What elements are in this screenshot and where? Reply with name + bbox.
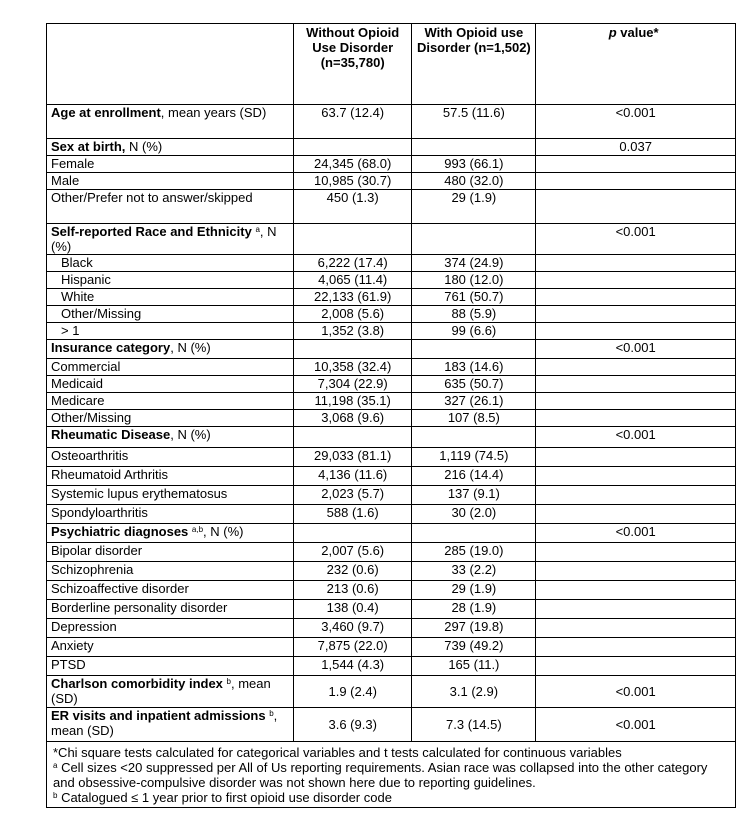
psych-row-without: 1,544 (4.3)	[294, 657, 412, 676]
insurance-row-without: 10,358 (32.4)	[294, 359, 412, 376]
race-sup: a	[255, 225, 260, 234]
psych-row-with: 29 (1.9)	[412, 581, 536, 600]
table-row	[47, 410, 736, 427]
p-value-text: value*	[616, 25, 659, 40]
rheum-row-with: 30 (2.0)	[412, 505, 536, 524]
rheum-row-without: 29,033 (81.1)	[294, 448, 412, 467]
footnote-star: *Chi square tests calculated for categorical variables and t tests calculated for continuous variables	[53, 745, 622, 760]
insurance-row-label: Commercial	[47, 359, 294, 376]
insurance-row-p	[536, 410, 736, 427]
psych-header-blank-1	[294, 524, 412, 543]
age-without: 63.7 (12.4)	[294, 105, 412, 139]
charlson-label-rest: , mean (SD)	[51, 676, 271, 706]
psych-row-label: Schizophrenia	[47, 562, 294, 581]
insurance-row-without: 7,304 (22.9)	[294, 376, 412, 393]
insurance-header-blank-2	[412, 340, 536, 359]
table-row	[47, 289, 736, 306]
table-row	[47, 323, 736, 340]
psych-row-without: 2,007 (5.6)	[294, 543, 412, 562]
sex-row-with: 29 (1.9)	[412, 190, 536, 224]
psych-row-p	[536, 581, 736, 600]
psych-row-with: 165 (11.)	[412, 657, 536, 676]
sex-row-p	[536, 156, 736, 173]
sex-header-blank-1	[294, 139, 412, 156]
rheum-p: <0.001	[536, 427, 736, 448]
rheum-row-without: 2,023 (5.7)	[294, 486, 412, 505]
race-row-label: Black	[47, 255, 294, 272]
charlson-label-bold: Charlson comorbidity index	[51, 676, 223, 691]
race-row-with: 761 (50.7)	[412, 289, 536, 306]
er-label-rest: , mean (SD)	[51, 708, 278, 738]
insurance-header-label	[47, 340, 294, 359]
table-row	[47, 486, 736, 505]
psych-p: <0.001	[536, 524, 736, 543]
race-row-p	[536, 323, 736, 340]
rheum-row-without: 4,136 (11.6)	[294, 467, 412, 486]
rheum-row-with: 1,119 (74.5)	[412, 448, 536, 467]
psych-header-blank-2	[412, 524, 536, 543]
er-without: 3.6 (9.3)	[294, 708, 412, 742]
race-row-with: 180 (12.0)	[412, 272, 536, 289]
charlson-row	[47, 676, 736, 708]
psych-header-row	[47, 524, 736, 543]
table-row	[47, 173, 736, 190]
sex-label-bold: Sex at birth,	[51, 139, 126, 154]
rheum-row-without: 588 (1.6)	[294, 505, 412, 524]
table-row	[47, 306, 736, 323]
sex-row-without: 10,985 (30.7)	[294, 173, 412, 190]
sex-row-without: 450 (1.3)	[294, 190, 412, 224]
footnote-a-text: Cell sizes <20 suppressed per All of Us reporting requirements. Asian race was collapsed into the other category and obsessive-compulsive disorder was not shown here due to reporting guidelines.	[53, 760, 708, 790]
insurance-row-p	[536, 393, 736, 410]
race-row-p	[536, 272, 736, 289]
psych-row-without: 213 (0.6)	[294, 581, 412, 600]
race-row-label: > 1	[47, 323, 294, 340]
footnote-a	[53, 760, 729, 790]
rheum-row-label: Rheumatoid Arthritis	[47, 467, 294, 486]
psych-row-p	[536, 657, 736, 676]
sex-label-rest: N (%)	[125, 139, 163, 154]
psych-row-p	[536, 600, 736, 619]
race-row-with: 88 (5.9)	[412, 306, 536, 323]
psych-row-with: 285 (19.0)	[412, 543, 536, 562]
sex-header-label	[47, 139, 294, 156]
table-row	[47, 255, 736, 272]
rheum-row-with: 216 (14.4)	[412, 467, 536, 486]
header-without-oud: Without Opioid Use Disorder (n=35,780)	[294, 24, 412, 105]
race-row-without: 22,133 (61.9)	[294, 289, 412, 306]
age-p: <0.001	[536, 105, 736, 139]
rheum-row-label: Osteoarthritis	[47, 448, 294, 467]
race-row-without: 2,008 (5.6)	[294, 306, 412, 323]
psych-row-label: Anxiety	[47, 638, 294, 657]
rheum-row-p	[536, 448, 736, 467]
table-body	[47, 139, 736, 676]
footnote-row	[47, 742, 736, 808]
psych-row-p	[536, 543, 736, 562]
header-col-label	[47, 24, 294, 105]
charlson-sup: b	[226, 677, 231, 686]
insurance-row-label: Medicaid	[47, 376, 294, 393]
insurance-row-label: Medicare	[47, 393, 294, 410]
footnote-b	[53, 790, 729, 805]
insurance-row-label: Other/Missing	[47, 410, 294, 427]
charlson-p: <0.001	[536, 676, 736, 708]
insurance-header-row	[47, 340, 736, 359]
race-row-without: 1,352 (3.8)	[294, 323, 412, 340]
race-row-p	[536, 255, 736, 272]
table-row	[47, 359, 736, 376]
footnote-b-text: Catalogued ≤ 1 year prior to first opioid use disorder code	[57, 790, 392, 805]
race-header-row	[47, 224, 736, 255]
race-header-label	[47, 224, 294, 255]
header-row	[47, 24, 736, 105]
rheum-header-label	[47, 427, 294, 448]
psych-row-label: PTSD	[47, 657, 294, 676]
rheum-row-p	[536, 467, 736, 486]
table-row	[47, 393, 736, 410]
psych-label-bold: Psychiatric diagnoses	[51, 524, 189, 539]
table-row	[47, 505, 736, 524]
psych-header-label	[47, 524, 294, 543]
psych-row-label: Schizoaffective disorder	[47, 581, 294, 600]
age-with: 57.5 (11.6)	[412, 105, 536, 139]
psych-row-label: Borderline personality disorder	[47, 600, 294, 619]
charlson-without: 1.9 (2.4)	[294, 676, 412, 708]
psych-label-rest: , N (%)	[203, 524, 244, 539]
charlson-label	[47, 676, 294, 708]
insurance-row-with: 327 (26.1)	[412, 393, 536, 410]
race-label-bold: Self-reported Race and Ethnicity	[51, 224, 252, 239]
race-row-without: 6,222 (17.4)	[294, 255, 412, 272]
sex-row-label: Female	[47, 156, 294, 173]
demographics-table	[46, 23, 736, 808]
footnotes	[47, 742, 736, 808]
race-p: <0.001	[536, 224, 736, 255]
header-with-oud: With Opioid use Disorder (n=1,502)	[412, 24, 536, 105]
psych-row-without: 138 (0.4)	[294, 600, 412, 619]
psych-row-with: 33 (2.2)	[412, 562, 536, 581]
psych-row-p	[536, 562, 736, 581]
sex-header-row	[47, 139, 736, 156]
psych-row-p	[536, 619, 736, 638]
table-row	[47, 562, 736, 581]
table-row	[47, 543, 736, 562]
sex-row-with: 480 (32.0)	[412, 173, 536, 190]
table-row	[47, 600, 736, 619]
insurance-label-bold: Insurance category	[51, 340, 171, 355]
race-row-with: 374 (24.9)	[412, 255, 536, 272]
header-p-value	[536, 24, 736, 105]
race-label-rest: , N (%)	[51, 224, 277, 254]
sex-row-with: 993 (66.1)	[412, 156, 536, 173]
table-row	[47, 272, 736, 289]
rheum-header-blank-2	[412, 427, 536, 448]
rheum-label-rest: , N (%)	[170, 427, 211, 442]
psych-sup: a,b	[191, 525, 204, 534]
rheum-row-p	[536, 486, 736, 505]
er-with: 7.3 (14.5)	[412, 708, 536, 742]
rheum-row-label: Systemic lupus erythematosus	[47, 486, 294, 505]
insurance-row-with: 107 (8.5)	[412, 410, 536, 427]
insurance-row-p	[536, 359, 736, 376]
insurance-row-without: 3,068 (9.6)	[294, 410, 412, 427]
charlson-with: 3.1 (2.9)	[412, 676, 536, 708]
psych-row-label: Depression	[47, 619, 294, 638]
er-label-bold: ER visits and inpatient admissions	[51, 708, 266, 723]
insurance-row-with: 635 (50.7)	[412, 376, 536, 393]
race-header-blank-1	[294, 224, 412, 255]
sex-header-blank-2	[412, 139, 536, 156]
rheum-row-with: 137 (9.1)	[412, 486, 536, 505]
insurance-row-p	[536, 376, 736, 393]
er-row	[47, 708, 736, 742]
table-row	[47, 156, 736, 173]
psych-row-with: 28 (1.9)	[412, 600, 536, 619]
sex-row-without: 24,345 (68.0)	[294, 156, 412, 173]
table-row	[47, 638, 736, 657]
table-row	[47, 657, 736, 676]
psych-row-label: Bipolar disorder	[47, 543, 294, 562]
rheum-header-blank-1	[294, 427, 412, 448]
rheum-label-bold: Rheumatic Disease	[51, 427, 171, 442]
table-row	[47, 376, 736, 393]
er-p: <0.001	[536, 708, 736, 742]
er-sup: b	[269, 709, 274, 718]
race-row-label: Hispanic	[47, 272, 294, 289]
sex-p: 0.037	[536, 139, 736, 156]
sex-row-label: Other/Prefer not to answer/skipped	[47, 190, 294, 224]
age-row	[47, 105, 736, 139]
psych-row-without: 3,460 (9.7)	[294, 619, 412, 638]
race-row-with: 99 (6.6)	[412, 323, 536, 340]
psych-row-p	[536, 638, 736, 657]
race-row-label: Other/Missing	[47, 306, 294, 323]
race-row-p	[536, 306, 736, 323]
sex-row-p	[536, 173, 736, 190]
insurance-row-without: 11,198 (35.1)	[294, 393, 412, 410]
race-row-p	[536, 289, 736, 306]
insurance-label-rest: , N (%)	[170, 340, 211, 355]
table-row	[47, 448, 736, 467]
race-header-blank-2	[412, 224, 536, 255]
footnote-b-mark: b	[53, 791, 58, 800]
table-row	[47, 190, 736, 224]
rheum-header-row	[47, 427, 736, 448]
insurance-header-blank-1	[294, 340, 412, 359]
table-row	[47, 581, 736, 600]
psych-row-with: 297 (19.8)	[412, 619, 536, 638]
sex-row-p	[536, 190, 736, 224]
footnote-a-mark: a	[53, 761, 58, 770]
psych-row-without: 7,875 (22.0)	[294, 638, 412, 657]
age-label-bold: Age at enrollment	[51, 105, 161, 120]
table-row	[47, 619, 736, 638]
psych-row-with: 739 (49.2)	[412, 638, 536, 657]
p-italic: p	[608, 25, 617, 40]
table-row	[47, 467, 736, 486]
age-label	[47, 105, 294, 139]
er-label	[47, 708, 294, 742]
psych-row-without: 232 (0.6)	[294, 562, 412, 581]
age-label-rest: , mean years (SD)	[160, 105, 267, 120]
rheum-row-p	[536, 505, 736, 524]
sex-row-label: Male	[47, 173, 294, 190]
rheum-row-label: Spondyloarthritis	[47, 505, 294, 524]
insurance-p: <0.001	[536, 340, 736, 359]
insurance-row-with: 183 (14.6)	[412, 359, 536, 376]
race-row-without: 4,065 (11.4)	[294, 272, 412, 289]
race-row-label: White	[47, 289, 294, 306]
